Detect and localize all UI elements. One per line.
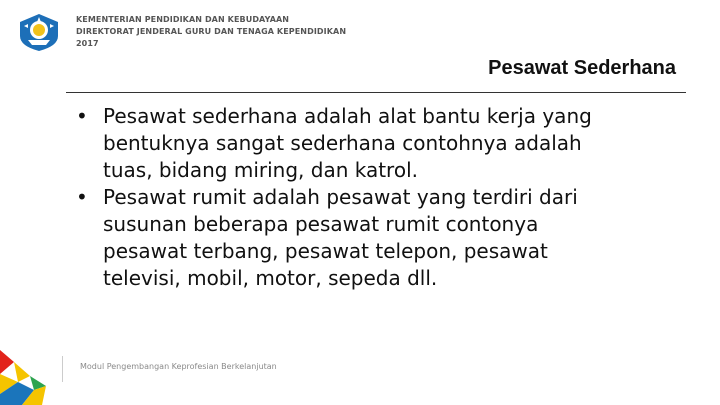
bullet-marker: • — [76, 185, 88, 209]
bullet-text — [103, 184, 680, 292]
header — [14, 10, 346, 54]
bullet-text — [103, 103, 680, 184]
bullet-line: susunan beberapa pesawat rumit contonya — [103, 212, 539, 236]
bullet-item — [76, 184, 680, 292]
colored-triangles-decoration — [0, 342, 50, 405]
bullet-list — [76, 103, 680, 292]
footer-divider — [62, 356, 63, 382]
title-divider — [66, 92, 686, 93]
bullet-item — [76, 103, 680, 184]
org-line-directorate: DIREKTORAT JENDERAL GURU DAN TENAGA KEPENDIDIKAN — [76, 27, 347, 36]
bullet-line: Pesawat sederhana adalah alat bantu kerja yang — [103, 104, 592, 128]
bullet-line: pesawat terbang, pesawat telepon, pesawat — [103, 239, 548, 263]
bullet-line: tuas, bidang miring, dan katrol. — [103, 158, 418, 182]
footer-module-name: Modul Pengembangan Keprofesian Berkelanjutan — [80, 362, 277, 371]
organization-name — [76, 14, 346, 50]
tut-wuri-handayani-emblem-icon — [14, 12, 64, 52]
bullet-line: televisi, mobil, motor, sepeda dll. — [103, 266, 438, 290]
org-line-ministry: KEMENTERIAN PENDIDIKAN DAN KEBUDAYAAN — [76, 15, 290, 24]
bullet-line: Pesawat rumit adalah pesawat yang terdiri dari — [103, 185, 578, 209]
bullet-marker: • — [76, 104, 88, 128]
bullet-line: bentuknya sangat sederhana contohnya adalah — [103, 131, 582, 155]
slide-title: Pesawat Sederhana — [488, 57, 676, 79]
org-line-year: 2017 — [76, 39, 99, 48]
